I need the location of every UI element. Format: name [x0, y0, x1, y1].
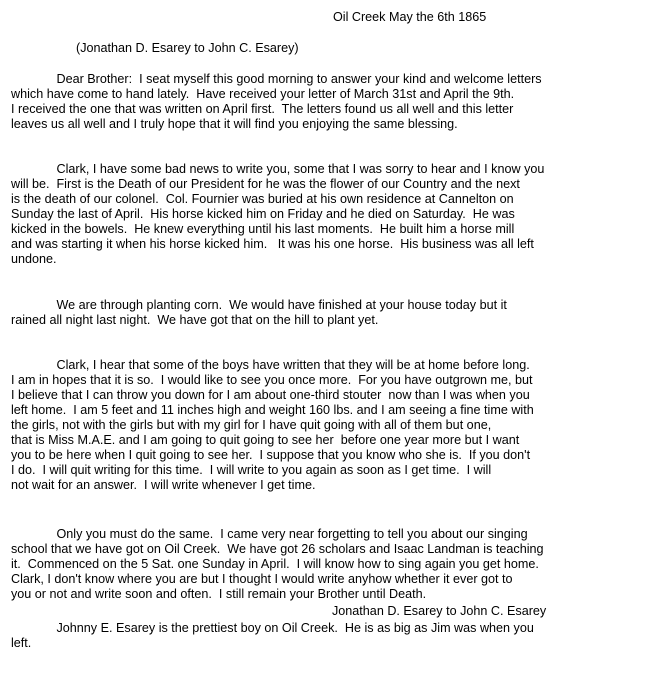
text-line: I do. I will quit writing for this time. I will write to you again as soon as I get time. I will [11, 463, 492, 477]
text-line: kicked in the bowels. He knew everything until his last moments. He built him a horse mill [11, 222, 515, 236]
text-line: Dear Brother: I seat myself this good morning to answer your kind and welcome letters [11, 72, 542, 86]
text-line: I received the one that was written on April first. The letters found us all well and this letter [11, 102, 514, 116]
dateline: Oil Creek May the 6th 1865 [333, 10, 487, 24]
text-line: rained all night last night. We have got that on the hill to plant yet. [11, 313, 379, 327]
text-line: which have come to hand lately. Have received your letter of March 31st and April the 9th. [11, 87, 515, 101]
postscript-line: Johnny E. Esarey is the prettiest boy on Oil Creek. He is as big as Jim was when you [11, 621, 534, 635]
text-line: Clark, I don't know where you are but I thought I would write anyhow whether it ever got to [11, 572, 513, 586]
text-line: I am in hopes that it is so. I would like to see you once more. For you have outgrown me, but [11, 373, 533, 387]
text-line: that is Miss M.A.E. and I am going to quit going to see her before one year more but I want [11, 433, 520, 447]
postscript-line: left. [11, 636, 32, 650]
letter-heading: (Jonathan D. Esarey to John C. Esarey) [76, 41, 299, 55]
text-line: Clark, I have some bad news to write you, some that I was sorry to hear and I know you [11, 162, 545, 176]
text-line: left home. I am 5 feet and 11 inches high and weight 160 lbs. and I am seeing a fine time with [11, 403, 534, 417]
text-line: undone. [11, 252, 57, 266]
text-line: leaves us all well and I truly hope that it will find you enjoying the same blessing. [11, 117, 458, 131]
signature-line: Jonathan D. Esarey to John C. Esarey [332, 604, 547, 618]
text-line: and was starting it when his horse kicked him. It was his one horse. His business was all left [11, 237, 534, 251]
text-line: you to be here when I quit going to see her. I suppose that you know who she is. If you don't [11, 448, 531, 462]
text-line: I believe that I can throw you down for I am about one-third stouter now than I was when you [11, 388, 530, 402]
text-line: school that we have got on Oil Creek. We have got 26 scholars and Isaac Landman is teaching [11, 542, 544, 556]
text-line: will be. First is the Death of our President for he was the flower of our Country and the next [11, 177, 520, 191]
text-line: is the death of our colonel. Col. Fournier was buried at his own residence at Cannelton on [11, 192, 514, 206]
text-line: We are through planting corn. We would have finished at your house today but it [11, 298, 507, 312]
text-line: Sunday the last of April. His horse kicked him on Friday and he died on Saturday. He was [11, 207, 515, 221]
text-line: Only you must do the same. I came very near forgetting to tell you about our singing [11, 527, 528, 541]
text-line: Clark, I hear that some of the boys have written that they will be at home before long. [11, 358, 530, 372]
text-line: not wait for an answer. I will write whenever I get time. [11, 478, 316, 492]
text-line: you or not and write soon and often. I still remain your Brother until Death. [11, 587, 427, 601]
text-line: the girls, not with the girls but with my girl for I have quit going with all of them but one, [11, 418, 492, 432]
text-line: it. Commenced on the 5 Sat. one Sunday in April. I will know how to sing again you get home. [11, 557, 539, 571]
